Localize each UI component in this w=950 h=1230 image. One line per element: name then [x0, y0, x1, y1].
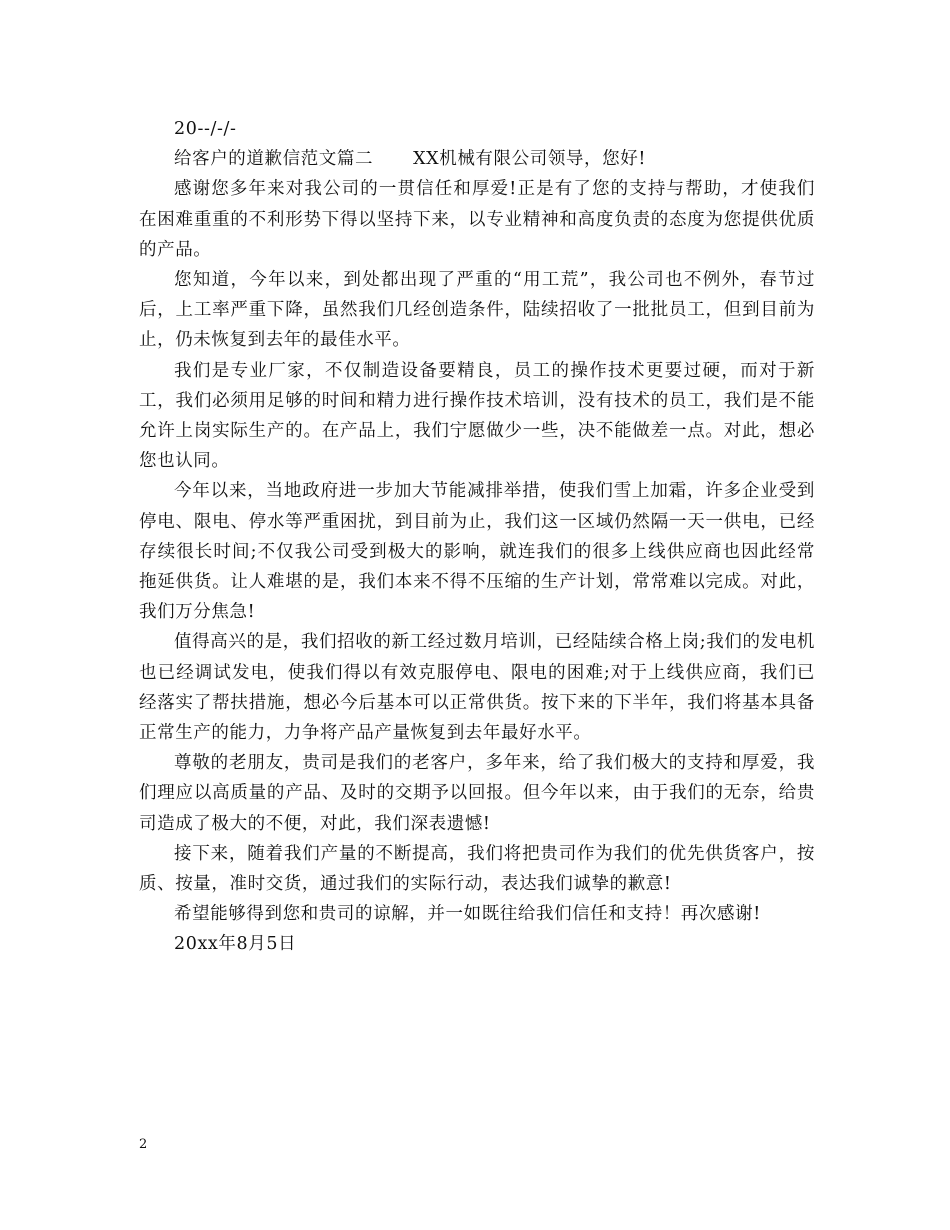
paragraph-4: 今年以来，当地政府进一步加大节能减排举措，使我们雪上加霜，许多企业受到停电、限电、停水等严重困扰，到目前为止，我们这一区域仍然隔一天一供电，已经存续很长时间;不仅我公司受到极大的影响，就连我们的很多上线供应商也因此经常拖延供货。让人难堪的是，我们本来不得不压缩的生产计划，常常难以完成。对此，我们万分焦急! — [139, 481, 815, 623]
letter-salutation: XX机械有限公司领导，您好! — [413, 149, 646, 170]
paragraph-5: 值得高兴的是，我们招收的新工经过数月培训，已经陆续合格上岗;我们的发电机也已经调试发电，使我们得以有效克服停电、限电的困难;对于上线供应商，我们已经落实了帮扶措施，想必今后基本可以正常供货。按下来的下半年，我们将基本具备正常生产的能力，力争将产品产量恢复到去年最好水平。 — [139, 632, 815, 744]
paragraph-7: 接下来，随着我们产量的不断提高，我们将把贵司作为我们的优先供货客户，按质、按量，准时交货，通过我们的实际行动，表达我们诚挚的歉意! — [139, 843, 815, 895]
paragraph-2: 您知道，今年以来，到处都出现了严重的“用工荒”，我公司也不例外，春节过后，上工率严重下降，虽然我们几经创造条件，陆续招收了一批批员工，但到目前为止，仍未恢复到去年的最佳水平。 — [139, 270, 815, 351]
top-date: 20--/-/- — [174, 119, 237, 139]
paragraph-1: 感谢您多年来对我公司的一贯信任和厚爱!正是有了您的支持与帮助，才使我们在困难重重的不利形势下得以坚持下来，以专业精神和高度负责的态度为您提供优质的产品。 — [139, 179, 815, 260]
paragraph-3: 我们是专业厂家，不仅制造设备要精良，员工的操作技术更要过硬，而对于新工，我们必须用足够的时间和精力进行操作技术培训，没有技术的员工，我们是不能允许上岗实际生产的。在产品上，我们宁愿做少一些，决不能做差一点。对此，想必您也认同。 — [139, 360, 815, 472]
page-number: 2 — [139, 1137, 148, 1152]
bottom-date: 20xx年8月5日 — [174, 934, 297, 955]
letter-title: 给客户的道歉信范文篇二 — [174, 149, 374, 170]
paragraph-8: 希望能够得到您和贵司的谅解，并一如既往给我们信任和支持！再次感谢! — [174, 904, 761, 925]
paragraph-6: 尊敬的老朋友，贵司是我们的老客户，多年来，给了我们极大的支持和厚爱，我们理应以高质量的产品、及时的交期予以回报。但今年以来，由于我们的无奈，给贵司造成了极大的不便，对此，我们深表遗憾! — [139, 753, 815, 834]
letter-heading — [139, 144, 815, 174]
letter-body — [139, 114, 815, 960]
